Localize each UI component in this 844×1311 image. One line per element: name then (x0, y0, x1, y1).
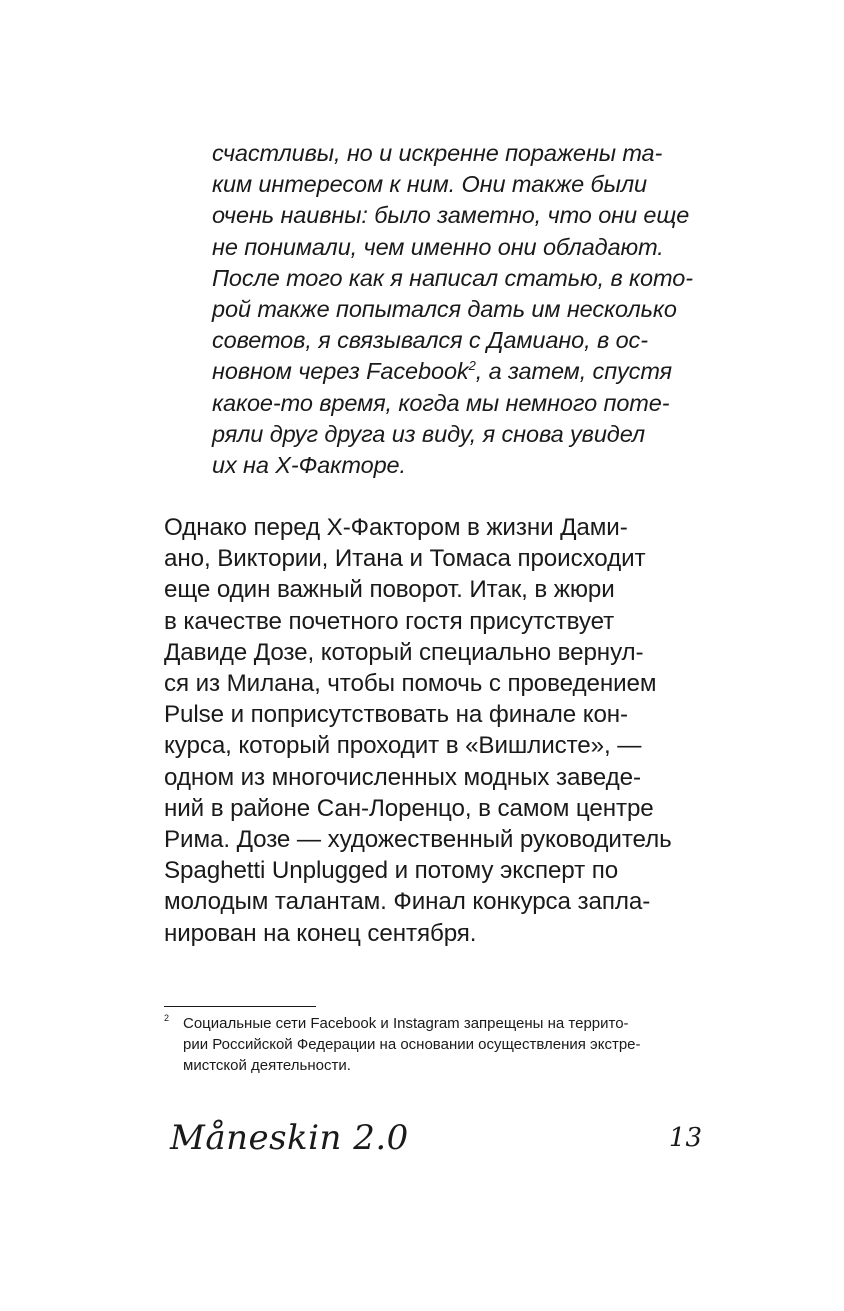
body-line: Давиде Дозе, который специально вернул- (164, 638, 644, 666)
body-line: одном из многочисленных модных заведе- (164, 763, 641, 791)
body-line: Spaghetti Unplugged и потому эксперт по (164, 857, 619, 885)
footnote (164, 1013, 724, 1076)
body-line: молодым талантам. Финал конкурса запла- (164, 888, 651, 916)
running-footer-book-title: Måneskin 2.0 (170, 1118, 409, 1158)
quote-line-text: новном через Facebook (212, 358, 469, 385)
page-number: 13 (668, 1123, 702, 1153)
body-line: Рима. Дозе — художественный руководитель (164, 826, 672, 854)
body-line: еще один важный поворот. Итак, в жюри (164, 576, 615, 604)
body-line: ся из Милана, чтобы помочь с проведением (164, 670, 657, 698)
quote-line: ким интересом к ним. Они также были (212, 171, 647, 198)
quote-line-with-footnote-ref (212, 356, 712, 387)
quote-line: рой также попытался дать им несколько (212, 296, 677, 323)
footnote-marker: 2 (164, 1013, 170, 1023)
body-line: в качестве почетного гостя присутствует (164, 607, 615, 635)
footnote-line: рии Российской Федерации на основании осуществления экстре- (183, 1036, 641, 1053)
quote-line: счастливы, но и искренне поражены та- (212, 140, 663, 166)
body-line: ний в районе Сан-Лоренцо, в самом центре (164, 794, 654, 822)
quote-line: какое-то время, когда мы немного поте- (212, 389, 670, 416)
body-line: Однако перед Х-Фактором в жизни Дами- (164, 514, 628, 541)
footnote-divider (164, 1006, 316, 1007)
quote-line: очень наивны: было заметно, что они еще (212, 202, 690, 229)
body-paragraph (164, 512, 724, 949)
quote-line: не понимали, чем именно они обладают. (212, 233, 664, 260)
quote-line: их на Х-Факторе. (212, 452, 406, 479)
footnote-line: мистской деятельности. (183, 1057, 351, 1074)
quote-line: советов, я связывался с Дамиано, в ос- (212, 327, 648, 354)
footnote-line: Социальные сети Facebook и Instagram запрещены на террито- (183, 1015, 629, 1032)
footnote-reference: 2 (468, 358, 476, 374)
quote-line: ряли друг друга из виду, я снова увидел (212, 420, 646, 447)
body-line: Pulse и поприсутствовать на финале кон- (164, 701, 629, 729)
footnote-text (164, 1013, 724, 1076)
body-line: нирован на конец сентября. (164, 919, 477, 947)
quoted-passage (212, 138, 712, 481)
body-line: ано, Виктории, Итана и Томаса происходит (164, 545, 646, 573)
quote-line: После того как я написал статью, в кото- (212, 264, 693, 291)
body-line: курса, который проходит в «Вишлисте», — (164, 732, 642, 760)
quote-line-text: , а затем, спустя (475, 358, 673, 385)
